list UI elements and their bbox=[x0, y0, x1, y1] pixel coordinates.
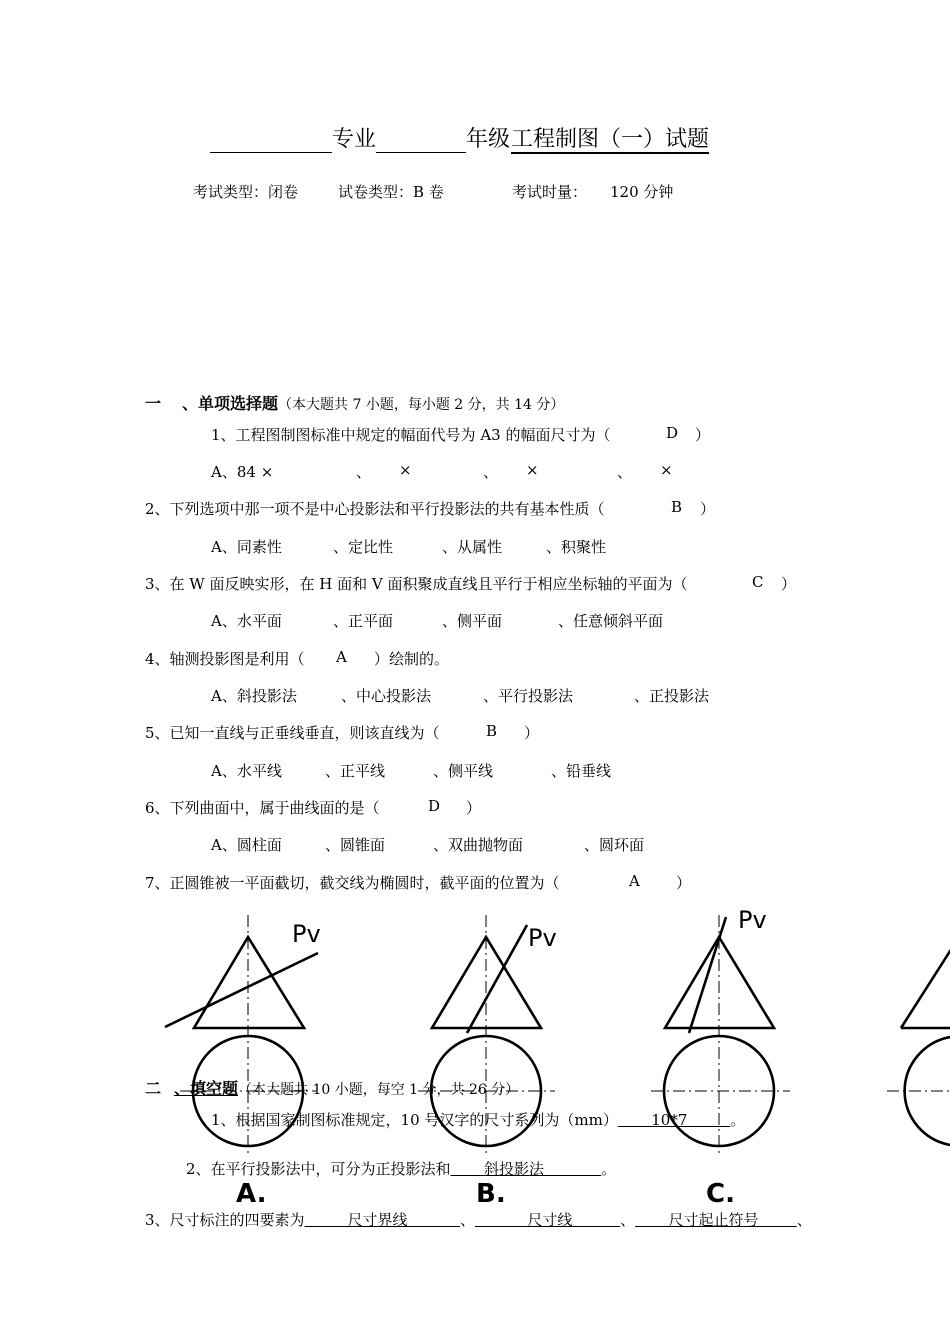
figure-d-partial bbox=[887, 937, 950, 1145]
fill-question-3-answer-1[interactable] bbox=[305, 1211, 460, 1229]
question-7-close: ） bbox=[676, 874, 692, 892]
q1-option-x-2: × bbox=[526, 461, 539, 479]
question-6-answer: D bbox=[428, 797, 441, 815]
q2-option-b: 、定比性 bbox=[333, 538, 394, 556]
question-4-answer: A bbox=[336, 648, 347, 666]
q1-option-sep-1: 、 bbox=[356, 463, 372, 481]
question-3-close: ） bbox=[781, 575, 797, 593]
fill-question-1-answer[interactable] bbox=[618, 1111, 730, 1129]
q4-option-d: 、正投影法 bbox=[634, 687, 710, 705]
q4-option-b: 、中心投影法 bbox=[341, 687, 432, 705]
question-5-stem: 5、已知一直线与正垂线垂直，则该直线为（ bbox=[145, 724, 440, 742]
q1-option-x-3: × bbox=[660, 461, 673, 479]
major-label: 专业 bbox=[332, 127, 377, 152]
q1-option-a: A、84 × bbox=[211, 463, 274, 481]
figure-label-b: B. bbox=[476, 1179, 506, 1209]
q6-option-d: 、圆环面 bbox=[584, 836, 645, 854]
separator: 、 bbox=[459, 1211, 475, 1229]
fill-question-1 bbox=[211, 1109, 745, 1130]
q1-option-sep-2: 、 bbox=[483, 463, 499, 481]
fill-question-3 bbox=[145, 1209, 812, 1230]
q4-option-c: 、平行投影法 bbox=[483, 687, 574, 705]
q3-option-b: 、正平面 bbox=[333, 612, 394, 630]
question-3-stem: 3、在 W 面反映实形，在 H 面和 V 面积聚成直线且平行于相应坐标轴的平面为（ bbox=[145, 575, 688, 593]
fill-q3-answer-3-text: 尺寸起止符号 bbox=[668, 1211, 759, 1229]
q2-option-c: 、从属性 bbox=[442, 538, 503, 556]
q3-option-d: 、任意倾斜平面 bbox=[558, 612, 664, 630]
figure-c bbox=[651, 906, 790, 1209]
course-title bbox=[511, 122, 709, 153]
cone-edge bbox=[901, 937, 950, 1028]
question-2-close: ） bbox=[700, 500, 716, 518]
figure-label-a: A. bbox=[236, 1179, 267, 1209]
question-5-close: ） bbox=[524, 724, 540, 742]
duration-label: 考试时量： bbox=[512, 183, 588, 201]
fill-question-1-end: 。 bbox=[730, 1111, 746, 1129]
q4-option-a: A、斜投影法 bbox=[211, 687, 297, 705]
paper-type: 试卷类型：B 卷 bbox=[338, 183, 444, 201]
q3-option-c: 、侧平面 bbox=[442, 612, 503, 630]
fill-question-2-stem: 2、在平行投影法中，可分为正投影法和 bbox=[186, 1160, 451, 1178]
figure-label-c: C. bbox=[706, 1179, 735, 1209]
question-1-stem: 1、工程图制图标准中规定的幅面代号为 A3 的幅面尺寸为（ bbox=[211, 426, 611, 444]
section1-note: （本大题共 7 小题，每小题 2 分，共 14 分） bbox=[278, 397, 565, 413]
fill-question-2-end: 。 bbox=[601, 1160, 617, 1178]
fill-question-1-stem: 1、根据国家制图标准规定，10 号汉字的尺寸系列为（mm） bbox=[211, 1111, 618, 1129]
plane-label-c: Pv bbox=[738, 906, 767, 934]
plane-label-b: Pv bbox=[528, 924, 557, 952]
question-1-answer: D bbox=[666, 424, 679, 442]
question-1-close: ） bbox=[695, 426, 711, 444]
question-2-answer: B bbox=[671, 498, 683, 516]
plane-label-a: Pv bbox=[292, 920, 321, 948]
fill-q2-answer-text: 斜投影法 bbox=[483, 1160, 544, 1178]
question-4-close: ）绘制的。 bbox=[374, 650, 450, 668]
fill-question-2 bbox=[186, 1158, 616, 1179]
question-5-answer: B bbox=[486, 722, 498, 740]
course-title-underline-extend bbox=[511, 152, 679, 153]
fill-q1-answer-text: 10*7 bbox=[651, 1111, 688, 1129]
section2-note: （本大题共 10 小题，每空 1 分，共 26 分） bbox=[238, 1082, 520, 1098]
grade-label: 年级 bbox=[466, 127, 511, 152]
q5-option-b: 、正平线 bbox=[325, 762, 386, 780]
q6-option-a: A、圆柱面 bbox=[211, 836, 282, 854]
fill-q3-answer-1-text: 尺寸界线 bbox=[347, 1211, 408, 1229]
section2-title: 、填空题 bbox=[174, 1079, 239, 1098]
fill-question-3-answer-2[interactable] bbox=[475, 1211, 620, 1229]
section2-number: 二 bbox=[145, 1079, 162, 1098]
cone-section-figures bbox=[0, 900, 950, 1244]
question-4-stem: 4、轴测投影图是利用（ bbox=[145, 650, 305, 668]
q1-option-sep-3: 、 bbox=[617, 463, 633, 481]
question-2-stem: 2、下列选项中那一项不是中心投影法和平行投影法的共有基本性质（ bbox=[145, 500, 605, 518]
section1-title: 、单项选择题 bbox=[182, 394, 279, 413]
duration-value: 120 分钟 bbox=[610, 183, 674, 201]
q3-option-a: A、水平面 bbox=[211, 612, 282, 630]
section-plane-line bbox=[467, 925, 527, 1033]
fill-question-2-answer[interactable] bbox=[451, 1160, 602, 1178]
q5-option-a: A、水平线 bbox=[211, 762, 282, 780]
q6-option-b: 、圆锥面 bbox=[325, 836, 386, 854]
exam-type: 考试类型：闭卷 bbox=[193, 183, 299, 201]
exam-title-line bbox=[210, 122, 510, 153]
course-title-text: 工程制图（一）试题 bbox=[511, 127, 710, 152]
question-6-stem: 6、下列曲面中，属于曲线面的是（ bbox=[145, 799, 380, 817]
separator: 、 bbox=[796, 1211, 812, 1229]
q6-option-c: 、双曲抛物面 bbox=[433, 836, 524, 854]
section1-heading bbox=[182, 391, 564, 414]
grade-blank[interactable] bbox=[376, 128, 466, 153]
major-blank[interactable] bbox=[210, 128, 332, 153]
fill-question-3-stem: 3、尺寸标注的四要素为 bbox=[145, 1211, 305, 1229]
separator: 、 bbox=[620, 1211, 636, 1229]
section2-heading bbox=[174, 1076, 519, 1099]
cone-front-view bbox=[194, 937, 304, 1028]
q5-option-c: 、侧平线 bbox=[433, 762, 494, 780]
question-6-close: ） bbox=[466, 799, 482, 817]
q1-option-x-1: × bbox=[399, 461, 412, 479]
question-7-stem: 7、正圆锥被一平面截切，截交线为椭圆时，截平面的位置为（ bbox=[145, 874, 560, 892]
question-3-answer: C bbox=[752, 573, 764, 591]
q5-option-d: 、铅垂线 bbox=[551, 762, 612, 780]
fill-question-3-answer-3[interactable] bbox=[635, 1211, 797, 1229]
q2-option-a: A、同素性 bbox=[211, 538, 282, 556]
q2-option-d: 、积聚性 bbox=[546, 538, 607, 556]
question-1 bbox=[211, 424, 610, 445]
section-plane-line bbox=[689, 917, 726, 1033]
section1-number: 一 bbox=[145, 394, 162, 413]
fill-q3-answer-2-text: 尺寸线 bbox=[527, 1211, 573, 1229]
question-7-answer: A bbox=[629, 872, 640, 890]
